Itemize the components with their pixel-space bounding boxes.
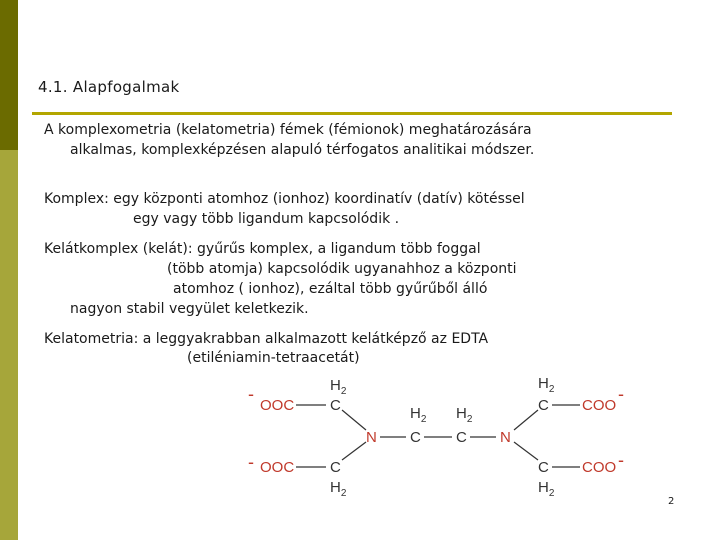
- h2-bottom-left: $H_2$: [330, 479, 347, 499]
- def3-line2: (több atomja) kapcsolódik ugyanahhoz a központi: [167, 261, 517, 277]
- def3-label: Kelátkomplex (kelát):: [44, 241, 193, 257]
- carboxylate-top-right: COO: [582, 397, 617, 414]
- carboxylate-bottom-right: COO: [582, 459, 617, 476]
- sidebar-accent-dark: [0, 0, 18, 150]
- def3-text: gyűrűs komplex, a ligandum több foggal: [192, 241, 481, 257]
- def2-line1: [44, 191, 525, 207]
- sidebar-accent-light: [0, 150, 18, 540]
- carbon-bottom-right: C: [538, 459, 549, 476]
- nitrogen-left: N: [366, 429, 377, 446]
- def2-line2: egy vagy több ligandum kapcsolódik .: [133, 211, 400, 227]
- h2-bottom-right: $H_2$: [538, 479, 555, 499]
- def3-line1: [44, 241, 481, 257]
- def4-line1: [44, 331, 488, 347]
- carbon-ethylene-right: C: [456, 429, 467, 446]
- carboxylate-top-left: OOC: [260, 397, 295, 414]
- edta-structure-diagram: [230, 368, 650, 503]
- page-number: 2: [668, 496, 675, 507]
- charge-bottom-right: -: [618, 450, 624, 470]
- h2-top-right: $H_2$: [538, 375, 555, 395]
- title-divider: [32, 112, 672, 115]
- carboxylate-bottom-left: OOC: [260, 459, 295, 476]
- def4-label: Kelatometria:: [44, 331, 139, 347]
- h2-ethylene-left: $H_2$: [410, 405, 427, 425]
- def1-line2: alkalmas, komplexképzésen alapuló térfogatos analitikai módszer.: [70, 142, 535, 158]
- charge-bottom-left: -: [248, 452, 254, 472]
- h2-top-left: $H_2$: [330, 377, 347, 397]
- carbon-ethylene-left: C: [410, 429, 421, 446]
- def4-line2: (etiléniamin-tetraacetát): [187, 350, 360, 366]
- h2-ethylene-right: $H_2$: [456, 405, 473, 425]
- nitrogen-right: N: [500, 429, 511, 446]
- def2-text: egy központi atomhoz (ionhoz) koordinatív (datív) kötéssel: [108, 191, 525, 207]
- slide-title: 4.1. Alapfogalmak: [38, 78, 180, 96]
- carbon-top-right: C: [538, 397, 549, 414]
- def3-line3: atomhoz ( ionhoz), ezáltal több gyűrűből álló: [173, 281, 488, 297]
- def1-line1: A komplexometria (kelatometria) fémek (fémionok) meghatározására: [44, 122, 532, 138]
- def3-line4: nagyon stabil vegyület keletkezik.: [70, 301, 309, 317]
- charge-top-left: -: [248, 384, 254, 404]
- carbon-bottom-left: C: [330, 459, 341, 476]
- def2-label: Komplex:: [44, 191, 109, 207]
- carbon-top-left: C: [330, 397, 341, 414]
- def4-text: a leggyakrabban alkalmazott kelátképző az EDTA: [138, 331, 489, 347]
- charge-top-right: -: [618, 384, 624, 404]
